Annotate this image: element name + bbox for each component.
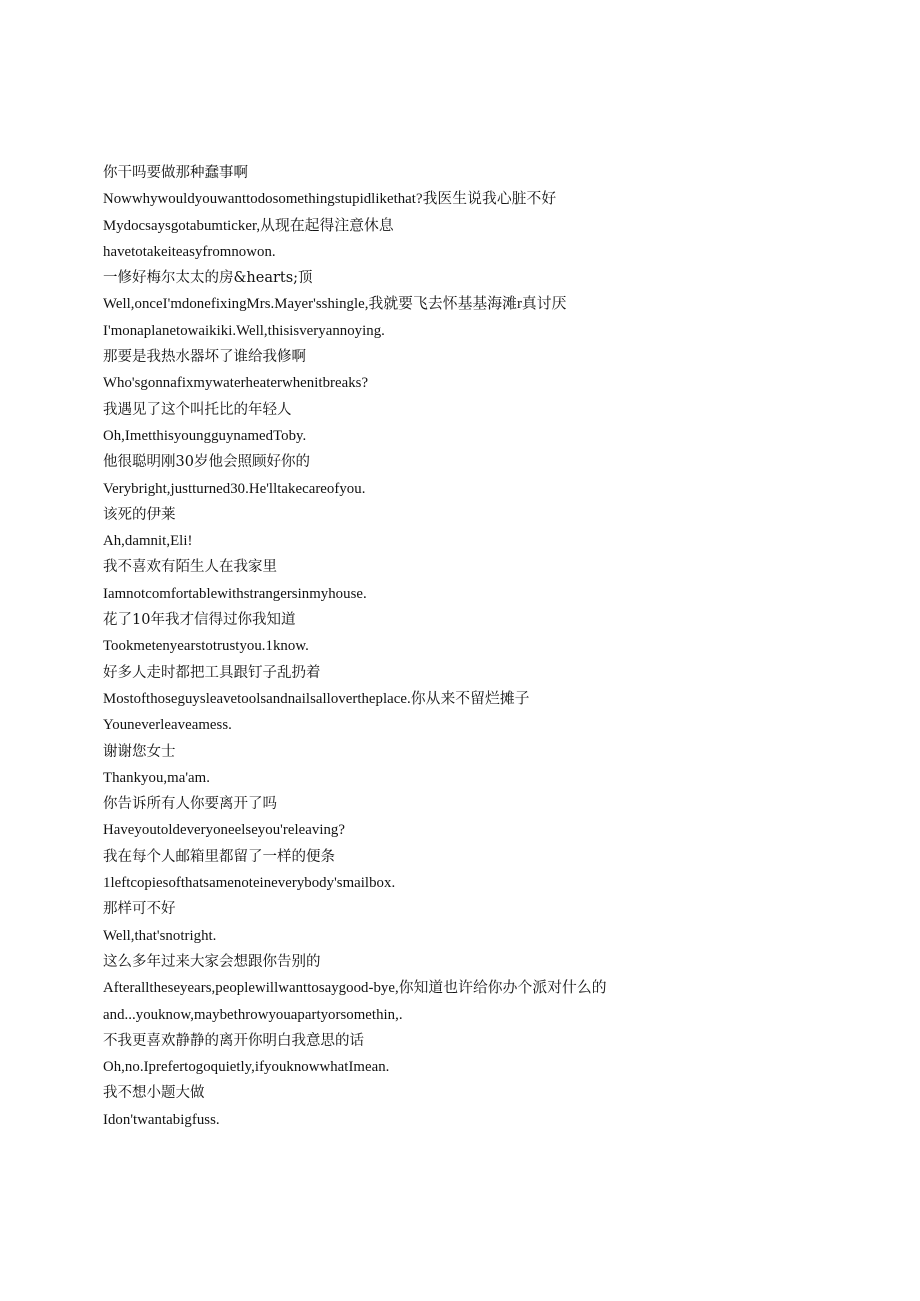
transcript-line: Oh,ImetthisyoungguynamedToby. bbox=[103, 427, 307, 444]
transcript-line: Haveyoutoldeveryoneelseyou'releaving? bbox=[103, 822, 345, 839]
transcript-line: Mostofthoseguysleavetoolsandnailsallovertheplace.你从来不留烂摊子 bbox=[103, 690, 530, 707]
transcript-line: 我遇见了这个叫托比的年轻人 bbox=[103, 401, 292, 418]
transcript-line: 我不喜欢有陌生人在我家里 bbox=[103, 559, 277, 576]
transcript-line: Afteralltheseyears,peoplewillwanttosaygood-bye,你知道也许给你办个派对什么的 bbox=[103, 980, 607, 997]
transcript-line: 那要是我热水器坏了谁给我修啊 bbox=[103, 349, 306, 366]
transcript-line: Verybright,justturned30.He'lltakecareofyou. bbox=[103, 480, 366, 497]
transcript-line: 你干吗要做那种蠢事啊 bbox=[103, 165, 248, 181]
transcript-line: Nowwhywouldyouwanttodosomethingstupidlikethat?我医生说我心脏不好 bbox=[103, 191, 557, 208]
transcript-line: Ah,damnit,Eli! bbox=[103, 533, 193, 550]
transcript-line: 他很聪明刚30岁他会照顾好你的 bbox=[103, 454, 310, 471]
transcript-line: havetotakeiteasyfromnowon. bbox=[103, 243, 276, 260]
transcript-line: Iamnotcomfortablewithstrangersinmyhouse. bbox=[103, 585, 367, 602]
transcript-line: 该死的伊莱 bbox=[103, 506, 176, 523]
transcript-line: 不我更喜欢静静的离开你明白我意思的话 bbox=[103, 1032, 364, 1049]
transcript-line: Oh,no.Iprefertogoquietly,ifyouknowwhatImean. bbox=[103, 1059, 390, 1076]
transcript-line: 一修好梅尔太太的房&hearts;顶 bbox=[103, 270, 313, 287]
transcript-line: 花了10年我才信得过你我知道 bbox=[103, 612, 296, 629]
transcript-line: Thankyou,ma'am. bbox=[103, 769, 210, 786]
transcript-line: 我不想小题大做 bbox=[103, 1085, 205, 1102]
transcript-line: Well,that'snotright. bbox=[103, 927, 217, 944]
transcript-line: 这么多年过来大家会想跟你告别的 bbox=[103, 953, 321, 970]
transcript-line: Who'sgonnafixmywaterheaterwhenitbreaks? bbox=[103, 375, 369, 392]
transcript-line: Idon'twantabigfuss. bbox=[103, 1111, 220, 1128]
transcript-line: 我在每个人邮箱里都留了一样的便条 bbox=[103, 848, 335, 865]
transcript-line: 你告诉所有人你要离开了吗 bbox=[103, 796, 277, 813]
transcript-line: and...youknow,maybethrowyouapartyorsomethin,. bbox=[103, 1006, 403, 1023]
transcript-line: Youneverleaveamess. bbox=[103, 717, 232, 734]
transcript-line: I'monaplanetowaikiki.Well,thisisveryannoying. bbox=[103, 322, 385, 339]
transcript-line: Tookmetenyearstotrustyou.1know. bbox=[103, 638, 309, 655]
transcript-line: 谢谢您女士 bbox=[103, 743, 176, 760]
transcript-line: Mydocsaysgotabumticker,从现在起得注意休息 bbox=[103, 217, 394, 234]
subtitle-transcript bbox=[103, 160, 893, 1133]
transcript-line: 那样可不好 bbox=[103, 901, 176, 918]
transcript-line: Well,onceI'mdonefixingMrs.Mayer'sshingle,我就要飞去怀基基海滩r真讨厌 bbox=[103, 296, 567, 313]
transcript-line: 好多人走时都把工具跟钉子乱扔着 bbox=[103, 664, 321, 681]
transcript-line: 1leftcopiesofthatsamenoteineverybody'smailbox. bbox=[103, 875, 396, 892]
